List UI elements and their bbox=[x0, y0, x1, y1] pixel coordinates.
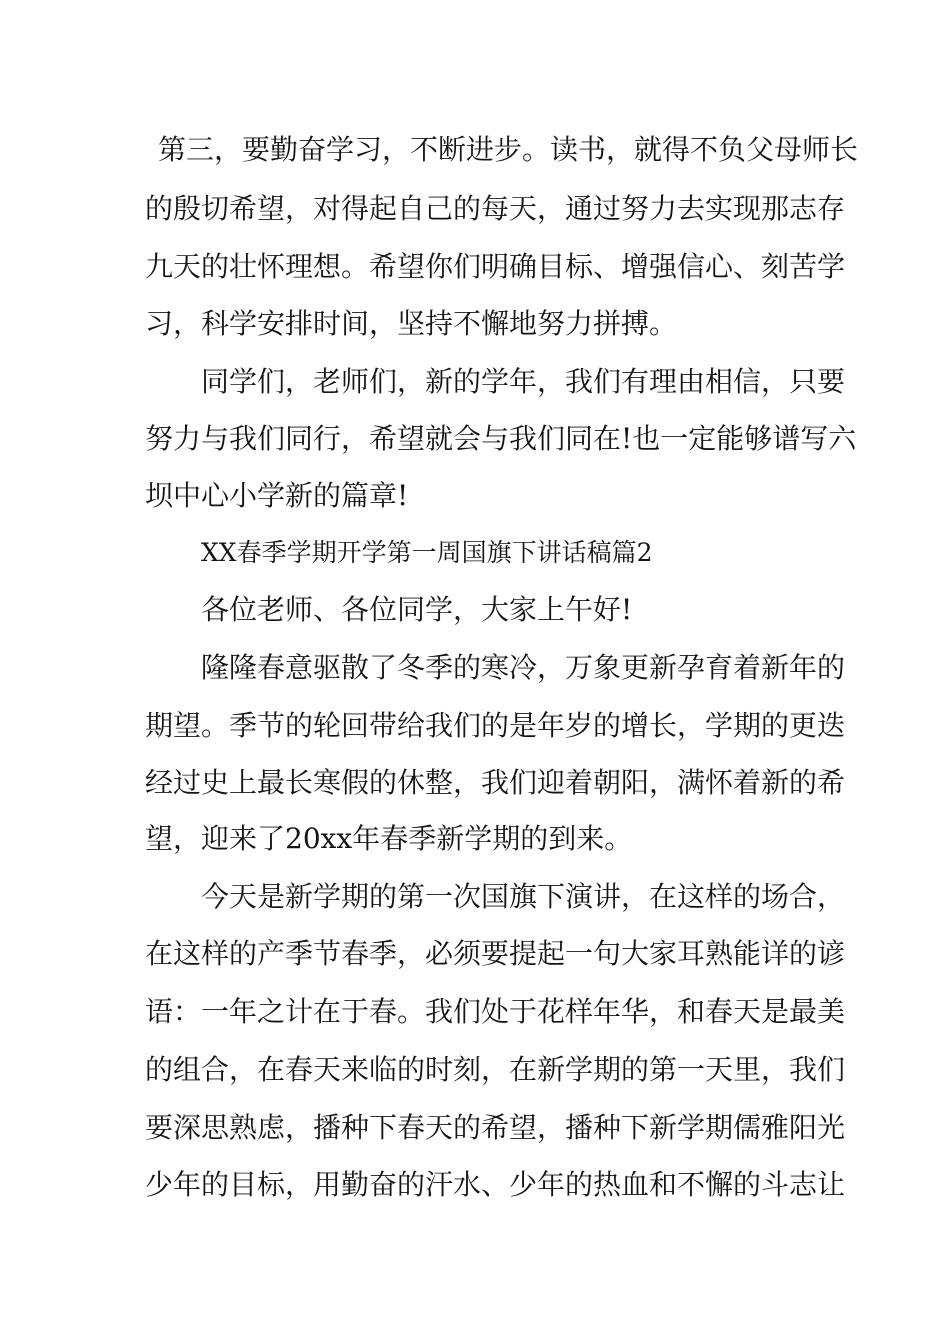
paragraph-4-line-2: 在这样的产季节春季，必须要提起一句大家耳熟能详的谚 bbox=[145, 937, 846, 970]
paragraph-2-line-3: 坝中心小学新的篇章! bbox=[145, 479, 409, 512]
paragraph-4-line-4: 的组合，在春天来临的时刻，在新学期的第一天里，我们 bbox=[145, 1053, 846, 1086]
paragraph-4-line-6: 少年的目标，用勤奋的汗水、少年的热血和不懈的斗志让 bbox=[145, 1168, 846, 1201]
paragraph-2-line-1: 同学们，老师们，新的学年，我们有理由相信，只要 bbox=[201, 365, 846, 398]
greeting-line: 各位老师、各位同学，大家上午好! bbox=[201, 593, 633, 626]
paragraph-3-line-2: 期望。季节的轮回带给我们的是年岁的增长，学期的更迭 bbox=[145, 709, 846, 742]
paragraph-4-line-3: 语：一年之计在于春。我们处于花样年华，和春天是最美 bbox=[145, 995, 846, 1028]
paragraph-4-line-1: 今天是新学期的第一次国旗下演讲，在这样的场合， bbox=[201, 880, 846, 913]
paragraph-1-line-3: 九天的壮怀理想。希望你们明确目标、增强信心、刻苦学 bbox=[145, 250, 846, 283]
paragraph-1-line-1: 第三，要勤奋学习，不断进步。读书，就得不负父母师长 bbox=[158, 133, 859, 166]
paragraph-3-line-1: 隆隆春意驱散了冬季的寒冷，万象更新孕育着新年的 bbox=[201, 651, 846, 684]
section-heading: XX春季学期开学第一周国旗下讲话稿篇2 bbox=[201, 538, 653, 567]
paragraph-4-line-5: 要深思熟虑，播种下春天的希望，播种下新学期儒雅阳光 bbox=[145, 1111, 846, 1144]
paragraph-2-line-2: 努力与我们同行，希望就会与我们同在!也一定能够谱写六 bbox=[145, 422, 857, 455]
paragraph-3-line-4: 望，迎来了20xx年春季新学期的到来。 bbox=[145, 822, 633, 855]
paragraph-3-line-3: 经过史上最长寒假的休整，我们迎着朝阳，满怀着新的希 bbox=[145, 766, 846, 799]
paragraph-1-line-2: 的殷切希望，对得起自己的每天，通过努力去实现那志存 bbox=[145, 192, 846, 225]
paragraph-1-line-4: 习，科学安排时间，坚持不懈地努力拼搏。 bbox=[145, 307, 678, 340]
